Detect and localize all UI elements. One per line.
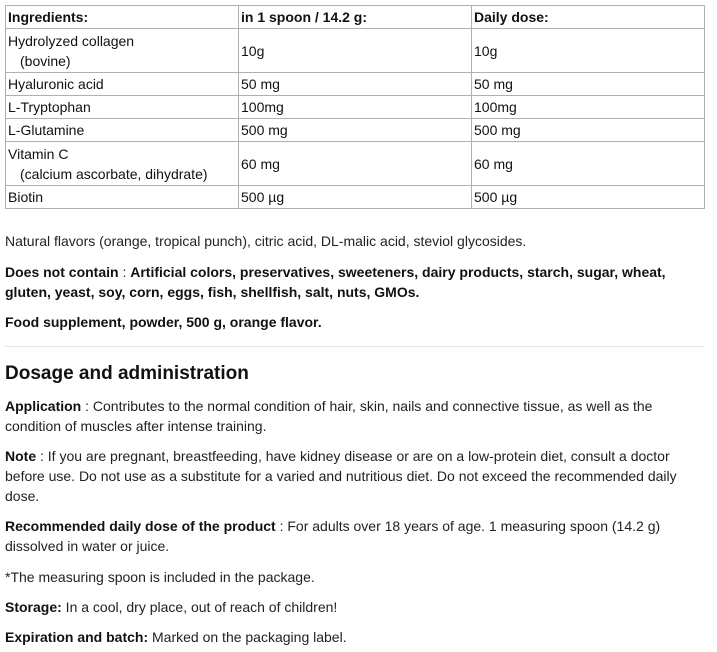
ingredient-daily: 500 mg bbox=[472, 119, 705, 142]
storage-text: In a cool, dry place, out of reach of children! bbox=[61, 599, 338, 615]
daily-dose-paragraph bbox=[5, 516, 695, 556]
ingredient-daily: 100mg bbox=[472, 96, 705, 119]
table-row bbox=[6, 96, 705, 119]
ingredient-name-line1: Hydrolyzed collagen bbox=[8, 32, 135, 49]
application-paragraph bbox=[5, 396, 695, 436]
table-header-row bbox=[6, 6, 705, 29]
header-daily-dose: Daily dose: bbox=[472, 6, 705, 29]
ingredient-per-spoon: 100mg bbox=[239, 96, 472, 119]
section-heading-dosage: Dosage and administration bbox=[5, 363, 249, 384]
supplement-text: Food supplement, powder, 500 g, orange flavor. bbox=[5, 314, 322, 330]
ingredient-name: Biotin bbox=[6, 186, 239, 209]
table-row bbox=[6, 119, 705, 142]
ingredient-daily: 50 mg bbox=[472, 73, 705, 96]
note-label: Note bbox=[5, 448, 37, 464]
ingredient-name-line1: Vitamin C bbox=[8, 145, 69, 162]
ingredients-table bbox=[5, 5, 705, 209]
spoon-note: *The measuring spoon is included in the package. bbox=[5, 569, 315, 585]
ingredient-name: Hyaluronic acid bbox=[6, 73, 239, 96]
ingredient-per-spoon: 50 mg bbox=[239, 73, 472, 96]
application-text: : Contributes to the normal condition of hair, skin, nails and connective tissue, as well as the condition of muscles after intense training. bbox=[5, 398, 653, 434]
ingredient-name bbox=[6, 142, 239, 186]
expiration-text: Marked on the packaging label. bbox=[148, 629, 347, 645]
note-paragraph bbox=[5, 446, 695, 506]
ingredient-name: L-Tryptophan bbox=[6, 96, 239, 119]
ingredient-per-spoon: 500 mg bbox=[239, 119, 472, 142]
flavors-text: Natural flavors (orange, tropical punch), citric acid, DL-malic acid, steviol glycosides. bbox=[5, 233, 527, 249]
ingredient-name bbox=[6, 29, 239, 73]
daily-dose-label: Recommended daily dose of the product bbox=[5, 518, 276, 534]
daily-dose-text: : For adults over 18 years of age. 1 measuring spoon (14.2 g) dissolved in water or juice. bbox=[5, 518, 661, 554]
expiration-label: Expiration and batch: bbox=[5, 629, 149, 645]
does-not-contain bbox=[5, 262, 705, 302]
application-label: Application bbox=[5, 398, 82, 414]
does-not-contain-separator: : bbox=[118, 264, 131, 280]
ingredient-name: L-Glutamine bbox=[6, 119, 239, 142]
expiration-paragraph bbox=[5, 627, 695, 647]
section-divider bbox=[5, 346, 704, 347]
header-per-spoon: in 1 spoon / 14.2 g: bbox=[239, 6, 472, 29]
table-row bbox=[6, 29, 705, 73]
table-row bbox=[6, 73, 705, 96]
ingredient-name-line2: (calcium ascorbate, dihydrate) bbox=[20, 165, 208, 182]
storage-label: Storage: bbox=[5, 599, 62, 615]
table-row bbox=[6, 142, 705, 186]
ingredient-per-spoon: 500 µg bbox=[239, 186, 472, 209]
ingredient-per-spoon: 10g bbox=[239, 29, 472, 73]
product-description bbox=[5, 5, 705, 645]
ingredient-daily: 60 mg bbox=[472, 142, 705, 186]
supplement-description bbox=[5, 312, 705, 332]
header-ingredients: Ingredients: bbox=[6, 6, 239, 29]
ingredient-name-line2: (bovine) bbox=[20, 52, 71, 69]
table-row bbox=[6, 186, 705, 209]
note-text: : If you are pregnant, breastfeeding, have kidney disease or are on a low-protein diet, consult a doctor before use. Do not use as a substitute for a varied and nutritious diet. Do not exceed the recommended daily dose. bbox=[5, 448, 677, 504]
does-not-contain-label: Does not contain bbox=[5, 264, 119, 280]
ingredient-daily: 10g bbox=[472, 29, 705, 73]
ingredient-daily: 500 µg bbox=[472, 186, 705, 209]
storage-paragraph bbox=[5, 597, 695, 617]
does-not-contain-list: Artificial colors, preservatives, sweeteners, dairy products, starch, sugar, wheat, gluten, yeast, soy, corn, eggs, fish, shellfish, salt, nuts, GMOs. bbox=[5, 264, 666, 300]
ingredient-per-spoon: 60 mg bbox=[239, 142, 472, 186]
